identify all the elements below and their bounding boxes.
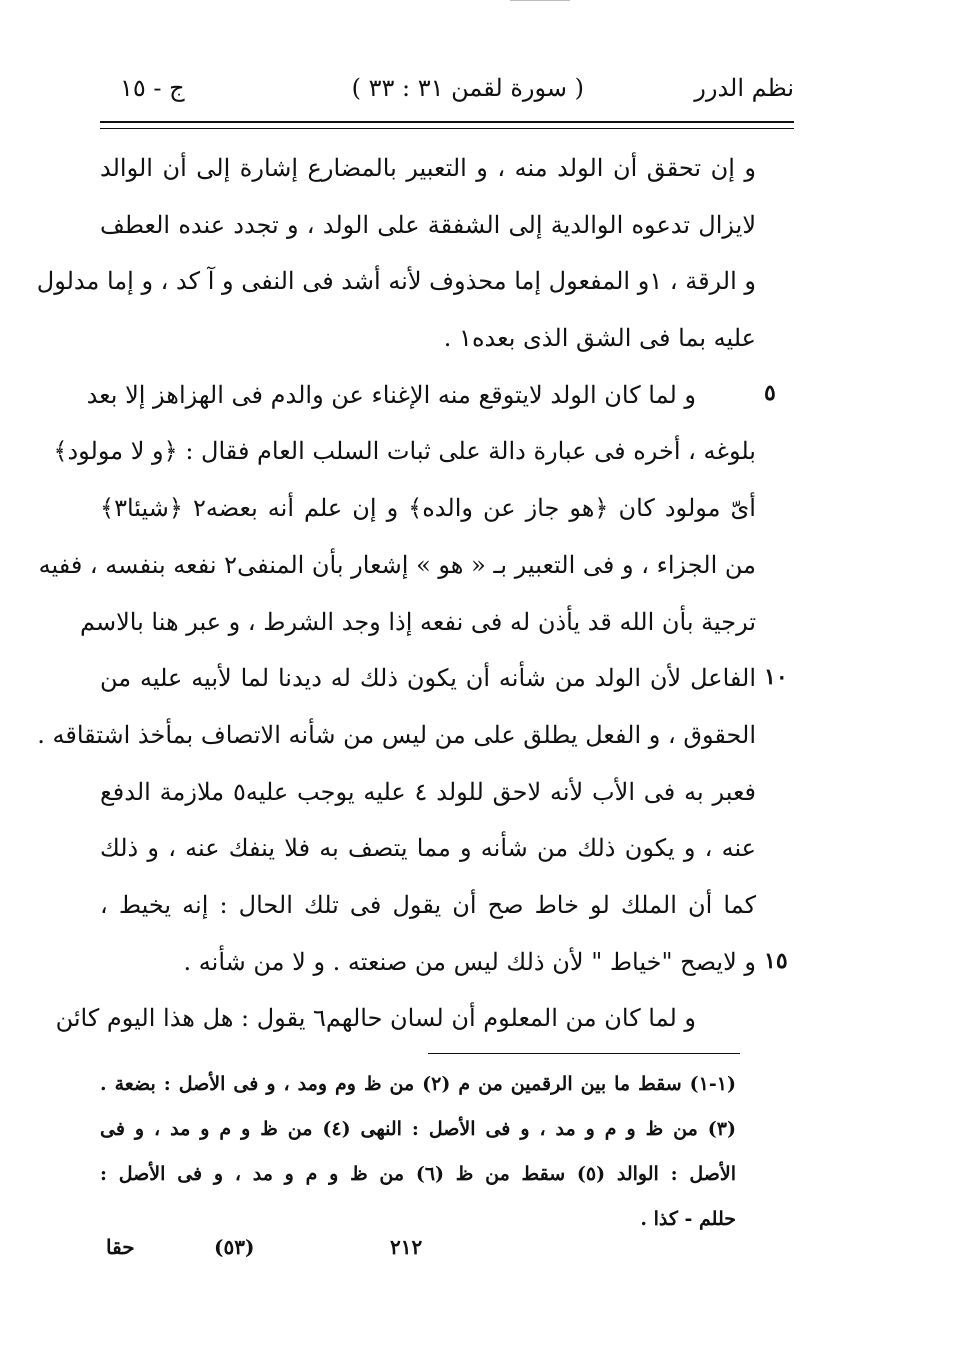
text-line: بلوغه ، أخره فى عبارة دالة على ثبات السلب العام فقال : ﴿و لا مولود﴾: [53, 437, 756, 466]
top-edge-mark: [510, 0, 570, 4]
sheet-number: (٥٣): [214, 1235, 255, 1259]
surah-reference: ( سورة لقمن ٣١ : ٣٣ ): [351, 74, 584, 102]
text-line: أىّ مولود كان ﴿هو جاز عن والده﴾ و إن علم أنه بعضه٢ ﴿شيئا٣﴾: [100, 494, 756, 523]
text-line: و إن تحقق أن الولد منه ، و التعبير بالمضارع إشارة إلى أن الوالد: [100, 154, 756, 182]
running-header: [100, 68, 794, 116]
text-line: عليه بما فى الشق الذى بعده١ .: [443, 324, 756, 353]
footnote-line: (٣) من ظ و م و مد ، و فى الأصل : النهى (٤) من ظ و م و مد ، و فى: [100, 1118, 736, 1140]
footnote-line: (١-١) سقط ما بين الرقمين من م (٢) من ظ وم ومد ، و فى الأصل : بضعة .: [100, 1073, 736, 1095]
page-number: ٢١٢: [390, 1235, 423, 1259]
text-line: الفاعل لأن الولد من شأنه أن يكون ذلك له ديدنا لما لأبيه عليه من: [100, 664, 757, 693]
footnote-line: حللم - كذا .: [640, 1208, 736, 1230]
book-title: نظم الدرر: [694, 74, 794, 102]
text-line: من الجزاء ، و فى التعبير بـ « هو » إشعار بأن المنفى٢ نفعه بنفسه ، ففيه: [38, 550, 756, 579]
header-rule-thin: [100, 128, 794, 129]
text-line: و لما كان من المعلوم أن لسان حالهم٦ يقول : هل هذا اليوم كائن: [55, 1004, 696, 1033]
line-number-5: ٥: [764, 380, 776, 406]
text-line: كما أن الملك لو خاط صح أن يقول فى تلك الحال : إنه يخيط ،: [100, 890, 756, 919]
text-line: و الرقة ، ١و المفعول إما محذوف لأنه أشد فى النفى و آ كد ، و إما مدلول: [36, 267, 756, 296]
text-line: فعبر به فى الأب لأنه لاحق للولد ٤ عليه يوجب عليه٥ ملازمة الدفع: [100, 777, 756, 806]
footnote-separator: [428, 1053, 740, 1054]
text-line: و لما كان الولد لايتوقع منه الإغناء عن والدم فى الهزاهز إلا بعد: [86, 380, 696, 409]
main-text: [36, 140, 757, 1047]
footer-note: حقا: [106, 1235, 135, 1259]
header-rule-thick: [100, 121, 794, 123]
line-number-15: ١٥: [764, 948, 788, 974]
text-line: الحقوق ، و الفعل يطلق على من ليس من شأنه الاتصاف بمأخذ اشتقاقه .: [37, 720, 756, 749]
volume-number: ج - ١٥: [120, 74, 185, 102]
text-line: لايزال تدعوه الوالدية إلى الشفقة على الولد ، و تجدد عنده العطف: [100, 210, 756, 239]
footnote-line: الأصل : الوالد (٥) سقط من ظ (٦) من ظ و م و مد ، و فى الأصل :: [100, 1163, 736, 1185]
line-number-10: ١٠: [764, 664, 788, 690]
text-line: عنه ، و يكون ذلك من شأنه و مما يتصف به فلا ينفك عنه ، و ذلك: [100, 834, 756, 863]
footnotes: [100, 1062, 736, 1242]
text-line: ترجية بأن الله قد يأذن له فى نفعه إذا وجد الشرط ، و عبر هنا بالاسم: [80, 607, 756, 636]
text-line: و لايصح "خياط " لأن ذلك ليس من صنعته . و لا من شأنه .: [183, 947, 756, 976]
